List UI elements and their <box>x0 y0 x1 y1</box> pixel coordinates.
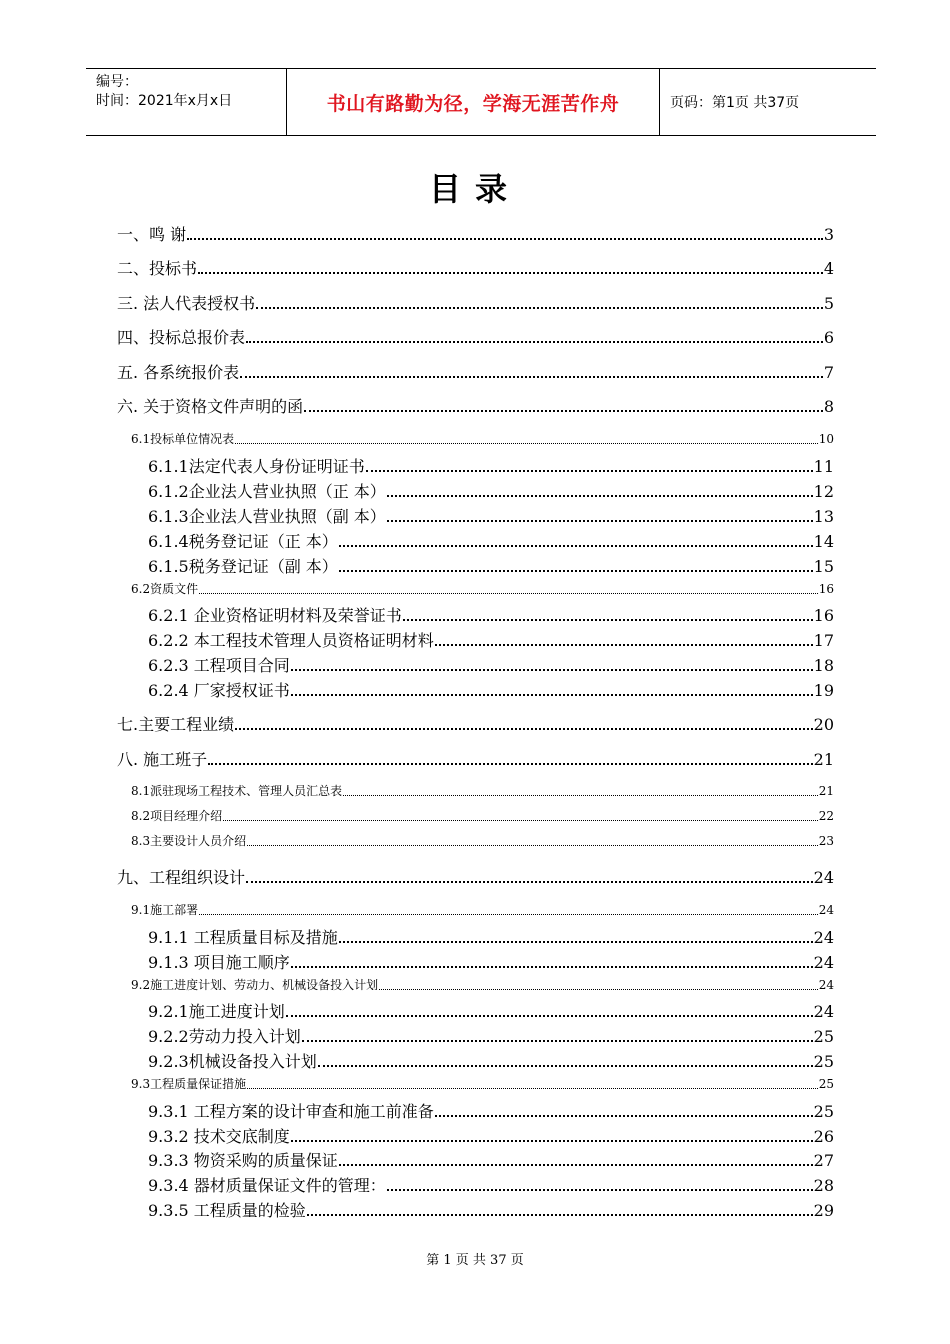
toc-dot-leader <box>291 694 813 696</box>
toc-entry-label: 6.1.1法定代表人身份证明证书 <box>148 457 365 476</box>
toc-entry[interactable] <box>117 712 834 735</box>
toc-entry[interactable] <box>148 653 834 676</box>
toc-dot-leader <box>435 1115 813 1117</box>
toc-entry-page-number: 20 <box>813 715 834 734</box>
toc-entry[interactable] <box>131 901 834 918</box>
toc-entry-label: 三. 法人代表授权书 <box>117 294 256 313</box>
document-time-label: 时间：2021年x月x日 <box>96 93 233 109</box>
toc-entry-page-number: 16 <box>818 582 834 596</box>
toc-entry-label: 6.2.1 企业资格证明材料及荣誉证书 <box>148 606 402 625</box>
toc-entry-page-number: 18 <box>813 656 834 675</box>
toc-entry-page-number: 16 <box>813 606 834 625</box>
toc-dot-leader <box>304 410 823 412</box>
toc-dot-leader <box>366 470 813 472</box>
toc-entry-page-number: 21 <box>818 784 834 798</box>
toc-entry-label: 9.1.3 项目施工顺序 <box>148 953 290 972</box>
toc-dot-leader <box>318 1065 813 1067</box>
toc-entry-label: 8.3主要设计人员介绍 <box>131 834 247 848</box>
toc-dot-leader <box>291 1140 813 1142</box>
toc-entry-label: 9.3.4 器材质量保证文件的管理： <box>148 1176 386 1195</box>
toc-entry-page-number: 8 <box>823 397 834 416</box>
header-page-label: 页码：第1页 共37页 <box>670 95 800 111</box>
toc-entry-label: 9.3.1 工程方案的设计审查和施工前准备 <box>148 1102 434 1121</box>
toc-entry[interactable] <box>131 832 834 849</box>
toc-entry[interactable] <box>131 807 834 824</box>
toc-dot-leader <box>187 238 823 240</box>
toc-entry-page-number: 24 <box>813 1002 834 1021</box>
toc-entry-page-number: 24 <box>813 928 834 947</box>
toc-entry[interactable] <box>131 976 834 993</box>
toc-entry-label: 9.1施工部署 <box>131 903 199 917</box>
toc-entry-label: 9.3工程质量保证措施 <box>131 1077 247 1091</box>
toc-entry[interactable] <box>148 504 834 527</box>
toc-dot-leader <box>291 966 813 968</box>
toc-dot-leader <box>339 941 813 943</box>
toc-dot-leader <box>403 619 813 621</box>
toc-entry[interactable] <box>131 782 834 799</box>
toc-entry[interactable] <box>117 865 834 888</box>
toc-dot-leader <box>302 1040 813 1042</box>
toc-entry[interactable] <box>117 222 834 245</box>
toc-entry-page-number: 24 <box>813 953 834 972</box>
page-footer: 第 1 页 共 37 页 <box>426 1253 524 1268</box>
toc-entry[interactable] <box>148 1024 834 1047</box>
toc-entry-page-number: 5 <box>823 294 834 313</box>
toc-entry-page-number: 15 <box>813 557 834 576</box>
header-motto: 书山有路勤为径，学海无涯苦作舟 <box>287 69 660 135</box>
toc-entry-label: 8.1派驻现场工程技术、管理人员汇总表 <box>131 784 343 798</box>
toc-dot-leader <box>343 795 818 796</box>
toc-dot-leader <box>256 307 823 309</box>
toc-dot-leader <box>235 443 818 444</box>
toc-entry-page-number: 25 <box>813 1102 834 1121</box>
toc-entry[interactable] <box>148 479 834 502</box>
toc-dot-leader <box>198 272 823 274</box>
toc-dot-leader <box>435 644 813 646</box>
toc-entry-label: 九、工程组织设计 <box>117 868 246 887</box>
toc-entry-label: 6.1.2企业法人营业执照（正 本） <box>148 482 386 501</box>
toc-entry-page-number: 24 <box>818 978 834 992</box>
toc-entry[interactable] <box>117 747 834 770</box>
toc-entry-page-number: 12 <box>813 482 834 501</box>
toc-entry-label: 9.1.1 工程质量目标及措施 <box>148 928 338 947</box>
toc-entry[interactable] <box>148 454 834 477</box>
toc-entry-label: 6.1.3企业法人营业执照（副 本） <box>148 507 386 526</box>
toc-entry-label: 9.2.3机械设备投入计划 <box>148 1052 317 1071</box>
toc-dot-leader <box>235 728 813 730</box>
toc-entry[interactable] <box>148 1173 834 1196</box>
toc-entry-page-number: 28 <box>813 1176 834 1195</box>
toc-entry-page-number: 3 <box>823 225 834 244</box>
toc-entry[interactable] <box>117 394 834 417</box>
toc-dot-leader <box>379 989 818 990</box>
toc-entry-label: 六. 关于资格文件声明的函 <box>117 397 304 416</box>
toc-entry-page-number: 23 <box>818 834 834 848</box>
toc-entry-label: 四、投标总报价表 <box>117 328 246 347</box>
toc-dot-leader <box>199 593 818 594</box>
toc-title: 目录 <box>428 170 521 208</box>
toc-entry-label: 9.2.2劳动力投入计划 <box>148 1027 301 1046</box>
toc-entry-label: 二、投标书 <box>117 259 198 278</box>
toc-entry[interactable] <box>148 925 834 948</box>
toc-entry-label: 6.1投标单位情况表 <box>131 432 235 446</box>
document-number-label: 编号： <box>96 74 138 90</box>
toc-entry-page-number: 25 <box>818 1077 834 1091</box>
toc-dot-leader <box>246 881 813 883</box>
toc-entry[interactable] <box>148 628 834 651</box>
toc-entry-page-number: 26 <box>813 1127 834 1146</box>
toc-entry[interactable] <box>117 291 834 314</box>
toc-entry-label: 9.3.2 技术交底制度 <box>148 1127 290 1146</box>
toc-dot-leader <box>199 914 818 915</box>
toc-dot-leader <box>247 845 818 846</box>
toc-entry-page-number: 17 <box>813 631 834 650</box>
toc-entry-page-number: 25 <box>813 1027 834 1046</box>
toc-entry-page-number: 19 <box>813 681 834 700</box>
toc-entry-page-number: 24 <box>818 903 834 917</box>
toc-dot-leader <box>208 763 812 765</box>
toc-entry-label: 6.2.2 本工程技术管理人员资格证明材料 <box>148 631 434 650</box>
toc-entry-page-number: 24 <box>813 868 834 887</box>
toc-entry-label: 6.2.4 厂家授权证书 <box>148 681 290 700</box>
toc-entry-page-number: 22 <box>818 809 834 823</box>
toc-entry-label: 6.1.5税务登记证（副 本） <box>148 557 338 576</box>
toc-dot-leader <box>286 1015 813 1017</box>
toc-entry-page-number: 4 <box>823 259 834 278</box>
toc-entry-page-number: 6 <box>823 328 834 347</box>
toc-dot-leader <box>339 570 813 572</box>
toc-dot-leader <box>339 545 813 547</box>
toc-entry-label: 八. 施工班子 <box>117 750 208 769</box>
toc-entry-label: 6.1.4税务登记证（正 本） <box>148 532 338 551</box>
toc-entry-label: 9.2.1施工进度计划 <box>148 1002 285 1021</box>
toc-dot-leader <box>223 820 818 821</box>
toc-dot-leader <box>246 341 823 343</box>
toc-entry[interactable] <box>148 999 834 1022</box>
toc-entry-page-number: 13 <box>813 507 834 526</box>
toc-entry[interactable] <box>148 1124 834 1147</box>
toc-dot-leader <box>387 1189 813 1191</box>
toc-entry[interactable] <box>117 256 834 279</box>
toc-entry[interactable] <box>148 1198 834 1221</box>
toc-entry[interactable] <box>148 1148 834 1171</box>
toc-entry[interactable] <box>131 1075 834 1092</box>
toc-entry[interactable] <box>148 1049 834 1072</box>
toc-entry-label: 6.2.3 工程项目合同 <box>148 656 290 675</box>
toc-entry[interactable] <box>131 580 834 597</box>
toc-entry-page-number: 10 <box>818 432 834 446</box>
toc-entry-page-number: 7 <box>823 363 834 382</box>
toc-entry[interactable] <box>148 529 834 552</box>
toc-entry[interactable] <box>148 554 834 577</box>
toc-entry[interactable] <box>117 360 834 383</box>
toc-entry-label: 9.3.3 物资采购的质量保证 <box>148 1151 338 1170</box>
toc-entry-page-number: 27 <box>813 1151 834 1170</box>
toc-entry[interactable] <box>148 678 834 701</box>
toc-entry[interactable] <box>148 603 834 626</box>
toc-entry-page-number: 11 <box>813 457 834 476</box>
toc-entry-label: 6.2资质文件 <box>131 582 199 596</box>
toc-entry-page-number: 29 <box>813 1201 834 1220</box>
toc-entry-label: 8.2项目经理介绍 <box>131 809 223 823</box>
toc-entry[interactable] <box>117 325 834 348</box>
toc-entry-page-number: 21 <box>813 750 834 769</box>
toc-entry-label: 一、鸣 谢 <box>117 225 187 244</box>
toc-dot-leader <box>387 495 813 497</box>
toc-entry-page-number: 14 <box>813 532 834 551</box>
toc-dot-leader <box>291 669 813 671</box>
toc-dot-leader <box>307 1214 813 1216</box>
toc-dot-leader <box>339 1164 813 1166</box>
toc-entry[interactable] <box>148 950 834 973</box>
toc-entry[interactable] <box>148 1099 834 1122</box>
toc-dot-leader <box>387 520 813 522</box>
toc-entry-page-number: 25 <box>813 1052 834 1071</box>
toc-entry-label: 七.主要工程业绩 <box>117 715 235 734</box>
toc-entry-label: 五. 各系统报价表 <box>117 363 240 382</box>
toc-entry-label: 9.3.5 工程质量的检验 <box>148 1201 306 1220</box>
toc-dot-leader <box>247 1088 818 1089</box>
toc-entry[interactable] <box>131 430 834 447</box>
toc-entry-label: 9.2施工进度计划、劳动力、机械设备投入计划 <box>131 978 379 992</box>
toc-dot-leader <box>240 376 823 378</box>
